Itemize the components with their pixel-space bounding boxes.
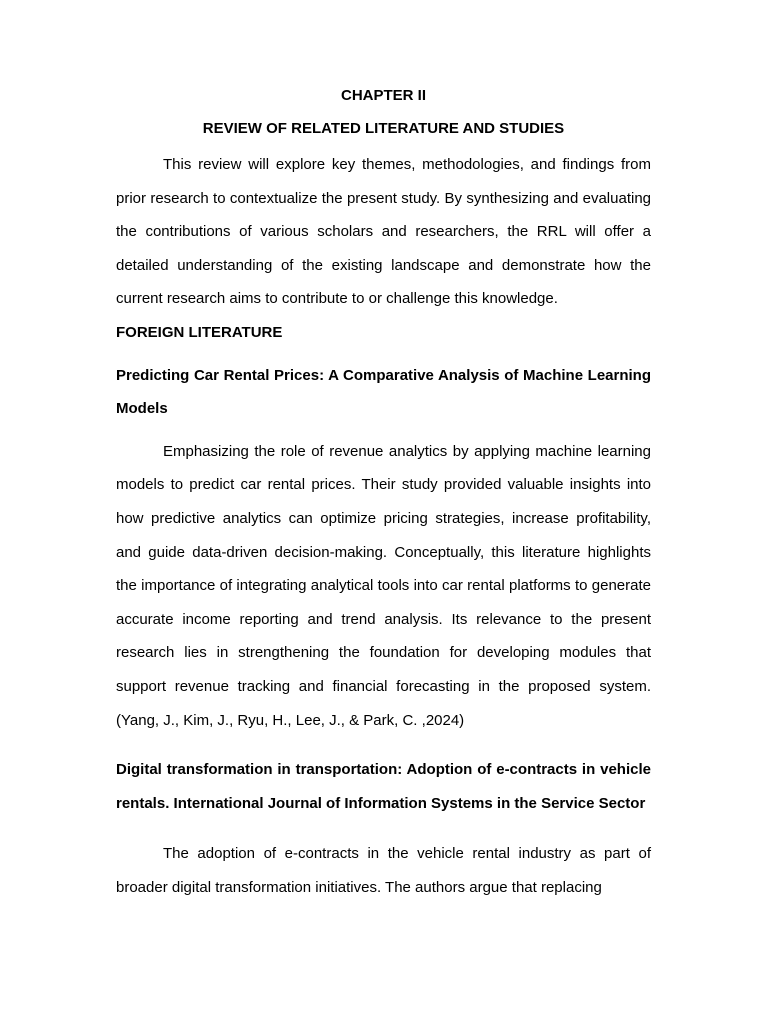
section-heading-foreign-literature: FOREIGN LITERATURE xyxy=(116,323,283,341)
article-title: Digital transformation in transportation: Adoption of e-contracts in vehicle rentals. International Journal of Information Systems in the Service Sector xyxy=(116,761,651,812)
article-body: Emphasizing the role of revenue analytics by applying machine learning models to predict car rental prices. Their study provided valuable insights into how predictive analytics can optimize pricing strategies, increase profitability, and guide data-driven decision-making. Conceptually, this literature highlights the importance of integrating analytical tools into car rental platforms to generate accurate income reporting and trend analysis. Its relevance to the present research lies in strengthening the foundation for developing modules that support revenue tracking and financial forecasting in the proposed system.(Yang, J., Kim, J., Ryu, H., Lee, J., & Park, C. ,2024) xyxy=(116,442,651,729)
chapter-title: CHAPTER II xyxy=(340,87,426,104)
intro-paragraph: This review will explore key themes, methodologies, and findings from prior research to contextualize the present study. By synthesizing and evaluating the contributions of various scholars and researchers, the RRL will offer a detailed understanding of the existing landscape and demonstrate how the current research aims to contribute to or challenge this knowledge. xyxy=(116,156,651,308)
document-page xyxy=(116,82,651,904)
article-body: The adoption of e-contracts in the vehicle rental industry as part of broader digital transformation initiatives. The authors argue that replacing xyxy=(116,845,651,896)
article-title: Predicting Car Rental Prices: A Comparative Analysis of Machine Learning Models xyxy=(116,366,651,418)
review-title: REVIEW OF RELATED LITERATURE AND STUDIES xyxy=(202,120,565,137)
